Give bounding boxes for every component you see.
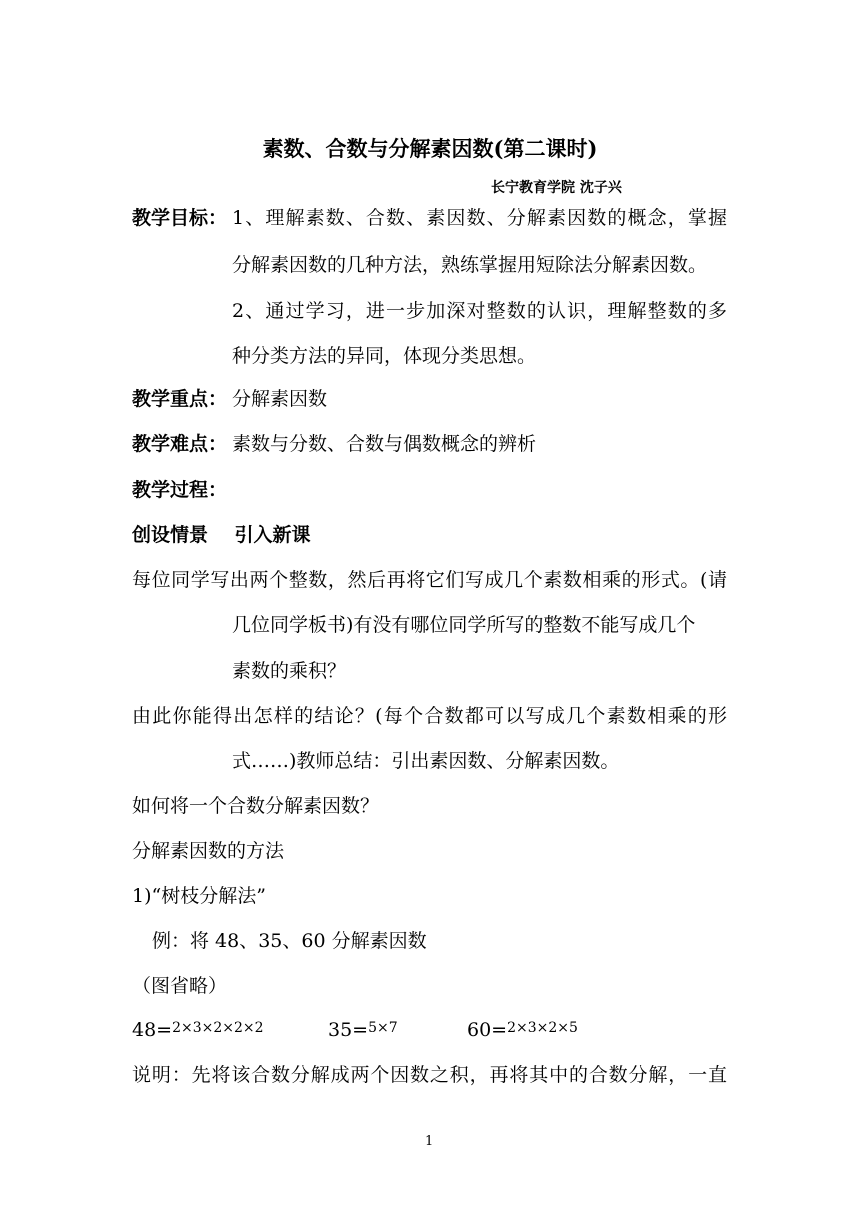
paragraph-line: 素数的乘积？ (232, 660, 347, 682)
example-lhs: 60= (467, 1019, 508, 1041)
author-line: 长宁教育学院 沈子兴 (491, 180, 622, 196)
objectives-line-1: 1、理解素数、合数、素因数、分解素因数的概念，掌握 (232, 207, 727, 229)
paragraph-line: 例：将 48、35、60 分解素因数 (152, 930, 427, 952)
difficulty-label: 教学难点： (132, 433, 228, 455)
difficulty-text: 素数与分数、合数与偶数概念的辨析 (232, 433, 537, 455)
example-rhs: 2×3×2×2×2 (172, 1020, 264, 1036)
page-title: 素数、合数与分解素因数(第二课时) (262, 136, 598, 161)
explanation-line: 说明：先将该合数分解成两个因数之积，再将其中的合数分解，一直 (132, 1064, 727, 1086)
example-rhs: 5×7 (368, 1020, 398, 1036)
process-label: 教学过程： (132, 479, 228, 501)
section-heading: 创设情景 引入新课 (132, 524, 311, 546)
objectives-line-2: 分解素因数的几种方法，熟练掌握用短除法分解素因数。 (232, 254, 708, 276)
example-35 (328, 1018, 398, 1044)
example-rhs: 2×3×2×5 (507, 1020, 578, 1036)
paragraph-line: 1)“树枝分解法” (132, 885, 266, 907)
objectives-line-4: 种分类方法的异同，体现分类思想。 (232, 345, 537, 367)
paragraph-line: 每位同学写出两个整数，然后再将它们写成几个素数相乘的形式。(请 (132, 569, 727, 591)
page-number: 1 (425, 1134, 434, 1149)
key-point-text: 分解素因数 (232, 388, 328, 410)
example-lhs: 35= (328, 1019, 369, 1041)
objectives-line-3: 2、通过学习，进一步加深对整数的认识，理解整数的多 (232, 300, 727, 322)
paragraph-line: 由此你能得出怎样的结论？(每个合数都可以写成几个素数相乘的形 (132, 705, 727, 727)
objectives-label: 教学目标： (132, 207, 228, 229)
example-60 (467, 1018, 578, 1044)
paragraph-line: （图省略） (132, 975, 228, 997)
paragraph-line: 式……)教师总结：引出素因数、分解素因数。 (232, 750, 620, 772)
key-point-label: 教学重点： (132, 388, 228, 410)
paragraph-line: 几位同学板书)有没有哪位同学所写的整数不能写成几个 (232, 614, 696, 636)
example-48 (132, 1018, 264, 1044)
example-lhs: 48= (132, 1019, 173, 1041)
paragraph-line: 如何将一个合数分解素因数？ (132, 795, 380, 817)
paragraph-line: 分解素因数的方法 (132, 840, 285, 862)
